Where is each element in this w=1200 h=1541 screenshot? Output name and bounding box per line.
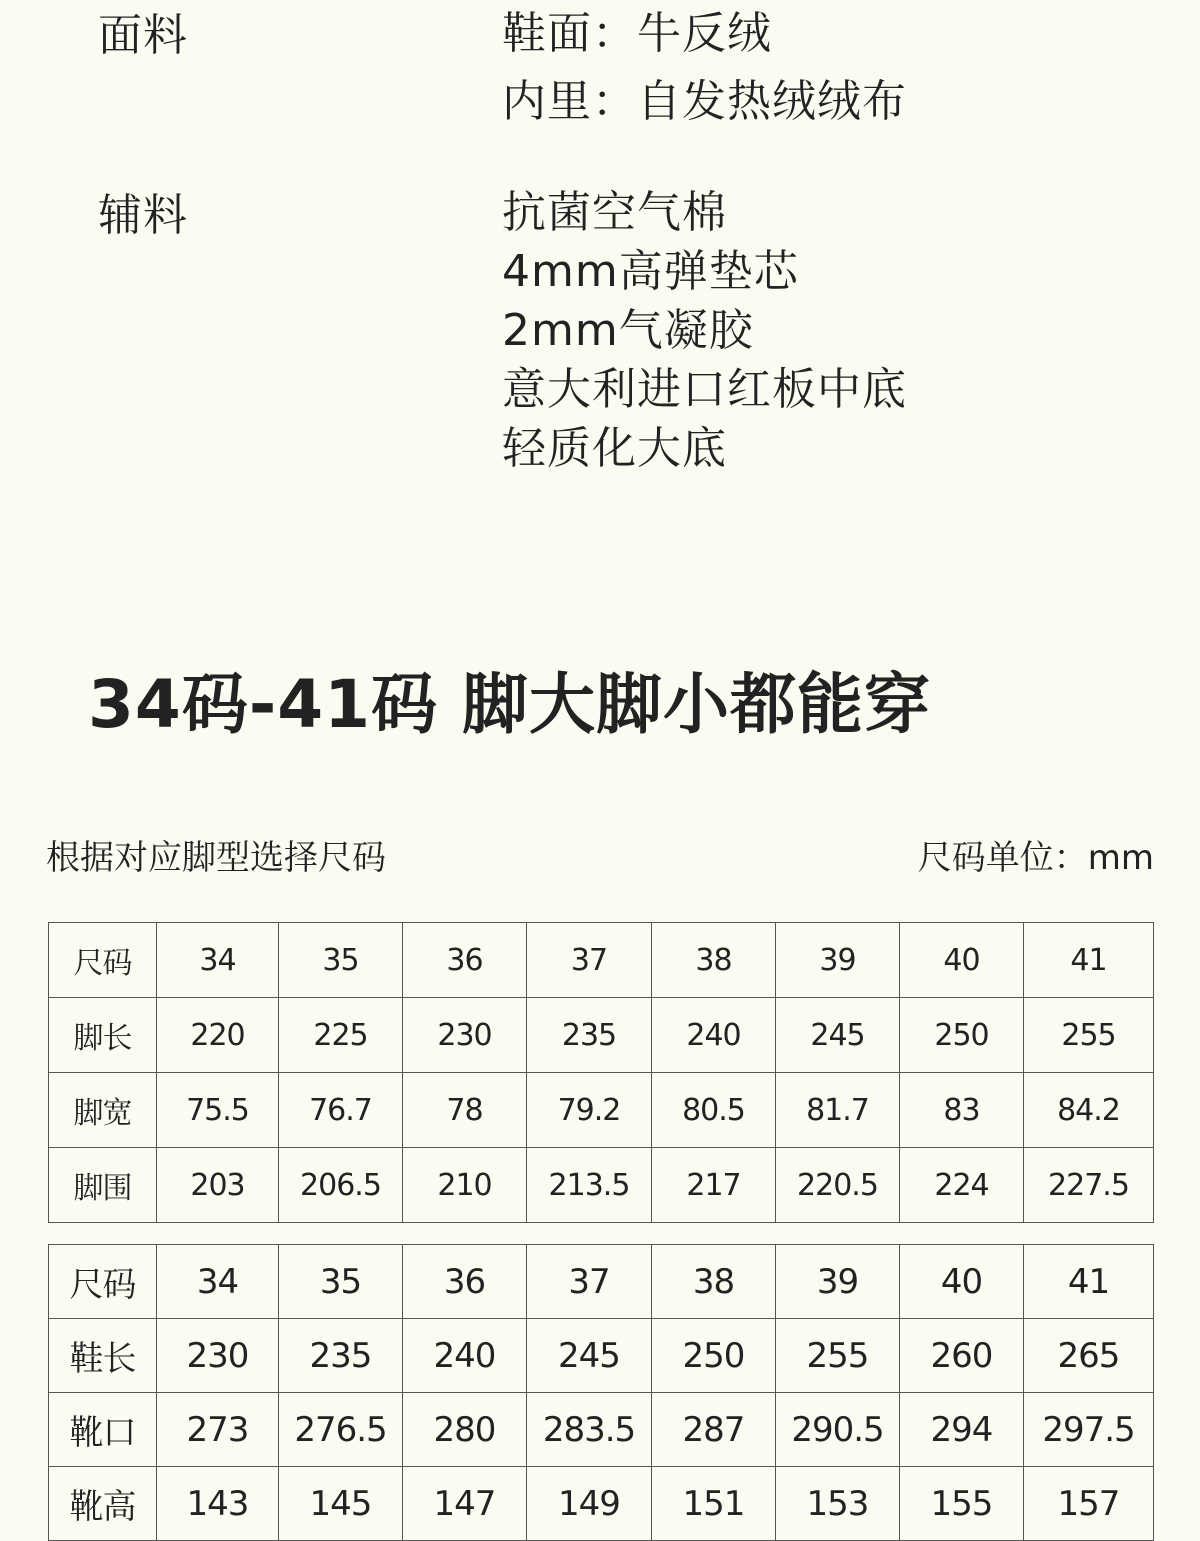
table-cell: 225 [279,998,403,1073]
table-cell: 83 [900,1073,1024,1148]
auxiliary-value: 4mm高弹垫芯 [502,246,799,297]
table-cell: 240 [652,998,776,1073]
table-cell: 34 [157,1245,279,1319]
table-cell: 260 [900,1319,1024,1393]
table-cell: 151 [652,1467,776,1541]
table-cell: 206.5 [279,1148,403,1223]
table-cell: 147 [403,1467,527,1541]
table-cell: 78 [403,1073,527,1148]
foot-table-row [49,923,1154,998]
table-cell: 41 [1024,923,1154,998]
table-cell: 240 [403,1319,527,1393]
table-cell: 230 [157,1319,279,1393]
table-cell: 155 [900,1467,1024,1541]
table-cell: 245 [776,998,900,1073]
table-cell: 38 [652,1245,776,1319]
table-cell: 255 [1024,998,1154,1073]
table-cell: 37 [527,923,652,998]
size-guide-note: 根据对应脚型选择尺码 [46,838,386,878]
table-cell: 37 [527,1245,652,1319]
table-cell: 75.5 [157,1073,279,1148]
table-cell: 265 [1024,1319,1154,1393]
shoe-size-table [48,1244,1154,1541]
table-cell: 157 [1024,1467,1154,1541]
table-cell: 84.2 [1024,1073,1154,1148]
table-cell: 224 [900,1148,1024,1223]
table-cell: 36 [403,1245,527,1319]
table-cell: 210 [403,1148,527,1223]
fabric-values [502,0,907,136]
table-cell: 245 [527,1319,652,1393]
table-cell: 79.2 [527,1073,652,1148]
shoe-table-row [49,1245,1154,1319]
auxiliary-value: 2mm气凝胶 [502,305,754,356]
table-cell: 34 [157,923,279,998]
table-cell: 294 [900,1393,1024,1467]
shoe-table-row [49,1393,1154,1467]
table-cell: 297.5 [1024,1393,1154,1467]
shoe-table-row [49,1319,1154,1393]
table-cell: 217 [652,1148,776,1223]
fabric-value: 内里：自发热绒绒布 [502,76,907,127]
table-cell: 227.5 [1024,1148,1154,1223]
auxiliary-label: 辅料 [98,190,188,241]
table-cell: 81.7 [776,1073,900,1148]
table-cell: 153 [776,1467,900,1541]
foot-size-table-body [49,923,1154,1223]
table-cell: 255 [776,1319,900,1393]
table-cell: 280 [403,1393,527,1467]
shoe-size-table-body [49,1245,1154,1541]
table-cell: 143 [157,1467,279,1541]
table-cell: 213.5 [527,1148,652,1223]
table-cell: 220.5 [776,1148,900,1223]
row-header-cell: 鞋长 [49,1319,157,1393]
row-header-cell: 脚长 [49,998,157,1073]
table-cell: 41 [1024,1245,1154,1319]
row-header-cell: 靴口 [49,1393,157,1467]
table-cell: 149 [527,1467,652,1541]
fabric-value: 鞋面：牛反绒 [502,8,772,59]
table-cell: 290.5 [776,1393,900,1467]
table-cell: 80.5 [652,1073,776,1148]
table-cell: 40 [900,923,1024,998]
foot-table-row [49,1148,1154,1223]
table-cell: 235 [527,998,652,1073]
table-cell: 145 [279,1467,403,1541]
table-cell: 235 [279,1319,403,1393]
size-headline: 34码-41码 脚大脚小都能穿 [88,666,932,743]
foot-table-row [49,998,1154,1073]
row-header-cell: 脚围 [49,1148,157,1223]
table-cell: 76.7 [279,1073,403,1148]
auxiliary-value: 抗菌空气棉 [502,187,727,238]
size-unit-note: 尺码单位：mm [917,838,1154,878]
auxiliary-value: 意大利进口红板中底 [502,364,907,415]
table-cell: 273 [157,1393,279,1467]
row-header-cell: 脚宽 [49,1073,157,1148]
table-cell: 220 [157,998,279,1073]
table-cell: 35 [279,1245,403,1319]
table-cell: 250 [900,998,1024,1073]
table-cell: 38 [652,923,776,998]
auxiliary-value: 轻质化大底 [502,423,727,474]
auxiliary-values [502,183,907,478]
table-cell: 35 [279,923,403,998]
table-cell: 250 [652,1319,776,1393]
shoe-table-row [49,1467,1154,1541]
fabric-label: 面料 [98,10,188,61]
table-cell: 230 [403,998,527,1073]
table-cell: 39 [776,923,900,998]
foot-table-row [49,1073,1154,1148]
table-cell: 36 [403,923,527,998]
table-cell: 287 [652,1393,776,1467]
row-header-cell: 靴高 [49,1467,157,1541]
row-header-cell: 尺码 [49,923,157,998]
foot-size-table [48,922,1154,1223]
table-cell: 283.5 [527,1393,652,1467]
table-cell: 39 [776,1245,900,1319]
table-cell: 40 [900,1245,1024,1319]
row-header-cell: 尺码 [49,1245,157,1319]
table-cell: 276.5 [279,1393,403,1467]
table-cell: 203 [157,1148,279,1223]
